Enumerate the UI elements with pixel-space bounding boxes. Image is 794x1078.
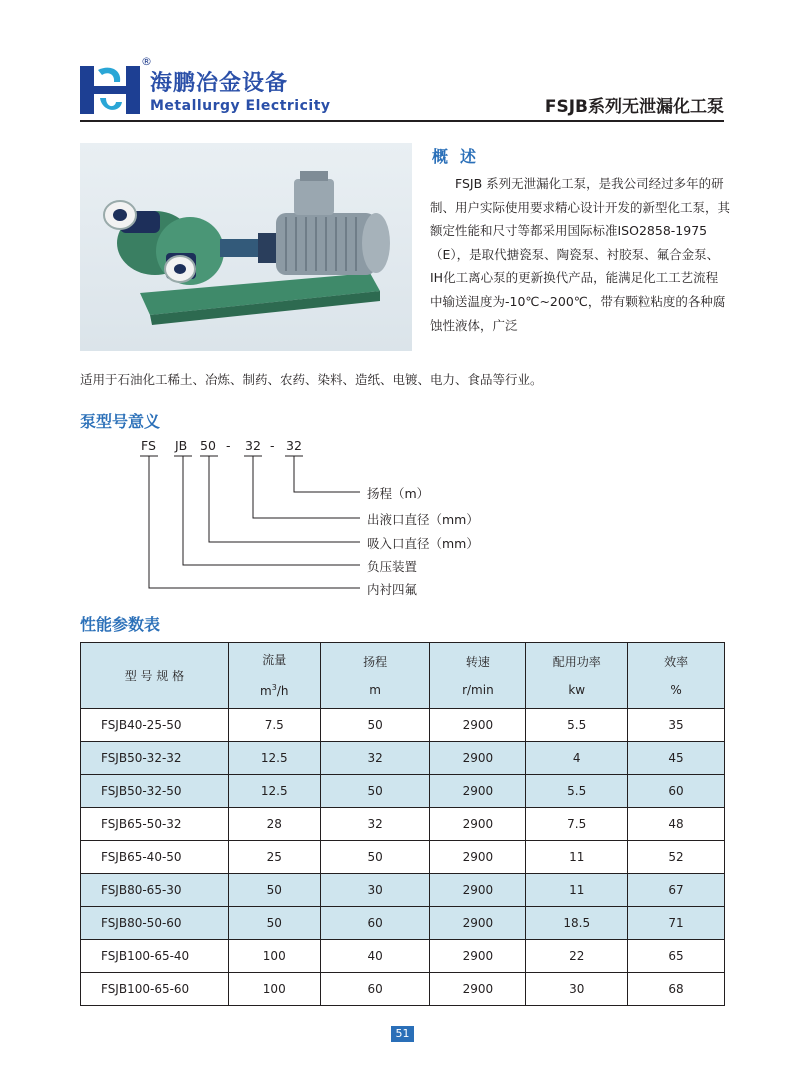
column-label: 效率 [664, 654, 689, 669]
model-cell: FSJB65-40-50 [81, 841, 229, 874]
value-cell: 60 [320, 973, 430, 1006]
column-label: 配用功率 [552, 654, 601, 669]
table-row [81, 775, 725, 808]
table-row [81, 808, 725, 841]
value-cell: 25 [228, 841, 320, 874]
value-cell: 40 [320, 940, 430, 973]
pump-illustration-icon [80, 143, 412, 351]
model-code-heading: 泵型号意义 [80, 412, 161, 431]
value-cell: 2900 [430, 709, 526, 742]
value-cell: 45 [628, 742, 725, 775]
table-row [81, 874, 725, 907]
model-cell: FSJB80-50-60 [81, 907, 229, 940]
value-cell: 60 [320, 907, 430, 940]
value-cell: 30 [320, 874, 430, 907]
unit-base: m [260, 684, 272, 698]
value-cell: 48 [628, 808, 725, 841]
column-label: 流量 [262, 653, 287, 667]
code-part: 32 [286, 438, 302, 453]
value-cell: 2900 [430, 874, 526, 907]
table-row [81, 742, 725, 775]
model-cell: FSJB40-25-50 [81, 709, 229, 742]
value-cell: 67 [628, 874, 725, 907]
header-divider [80, 120, 724, 122]
legend-inlet: 吸入口直径（mm） [367, 536, 479, 551]
overview-paragraph [430, 172, 730, 337]
table-header-row [81, 643, 725, 709]
overview-paragraph-tail: 适用于石油化工稀土、冶炼、制药、农药、染料、造纸、电镀、电力、食品等行业。 [80, 372, 543, 387]
value-cell: 32 [320, 742, 430, 775]
code-part: 50 [200, 438, 216, 453]
brand-name-en: Metallurgy Electricity [150, 98, 331, 114]
model-cell: FSJB100-65-40 [81, 940, 229, 973]
column-unit: r/min [462, 682, 494, 697]
table-row [81, 973, 725, 1006]
value-cell: 2900 [430, 742, 526, 775]
value-cell: 4 [526, 742, 628, 775]
legend-negative-pressure: 负压装置 [367, 559, 418, 574]
model-cell: FSJB50-32-32 [81, 742, 229, 775]
legend-outlet: 出液口直径（mm） [367, 512, 479, 527]
column-header-model [81, 643, 229, 709]
value-cell: 7.5 [228, 709, 320, 742]
value-cell: 2900 [430, 907, 526, 940]
value-cell: 100 [228, 973, 320, 1006]
performance-table [80, 642, 725, 1006]
value-cell: 11 [526, 874, 628, 907]
company-logo-icon [80, 62, 140, 118]
brand-name-cn: 海鹏冶金设备 [150, 71, 289, 96]
overview-text: FSJB 系列无泄漏化工泵，是我公司经过多年的研制、用户实际使用要求精心设计开发的新型化工泵，其额定性能和尺寸等都采用国际标准ISO2858-1975（E），是取代搪瓷泵、陶瓷泵、衬胶泵、氟合金泵、IH化工离心泵的更新换代产品，能满足化工工艺流程中输送温度为-10℃~200℃，带有颗粒粘度的各种腐蚀性液体，广泛 [430, 176, 731, 333]
value-cell: 30 [526, 973, 628, 1006]
legend-head: 扬程（m） [367, 486, 430, 501]
code-part: - [270, 438, 275, 453]
value-cell: 5.5 [526, 709, 628, 742]
column-unit: % [670, 682, 682, 697]
pump-photo [80, 143, 412, 351]
value-cell: 68 [628, 973, 725, 1006]
column-header-efficiency [628, 643, 725, 709]
code-part: - [226, 438, 231, 453]
value-cell: 52 [628, 841, 725, 874]
column-label: 转速 [465, 654, 490, 669]
value-cell: 2900 [430, 808, 526, 841]
value-cell: 11 [526, 841, 628, 874]
value-cell: 50 [228, 874, 320, 907]
value-cell: 35 [628, 709, 725, 742]
value-cell: 50 [320, 841, 430, 874]
column-unit [229, 680, 320, 699]
registered-mark: ® [141, 55, 152, 68]
model-cell: FSJB50-32-50 [81, 775, 229, 808]
unit-sup: 3 [271, 683, 277, 692]
overview-heading: 概述 [432, 147, 489, 166]
table-body [81, 709, 725, 1006]
column-label: 型 号 规 格 [124, 669, 185, 683]
value-cell: 65 [628, 940, 725, 973]
page-number: 51 [391, 1026, 414, 1042]
code-part: FS [141, 438, 156, 453]
code-part: 32 [245, 438, 261, 453]
value-cell: 12.5 [228, 742, 320, 775]
value-cell: 100 [228, 940, 320, 973]
value-cell: 2900 [430, 841, 526, 874]
value-cell: 50 [320, 709, 430, 742]
performance-heading: 性能参数表 [80, 615, 161, 634]
column-header-speed [430, 643, 526, 709]
column-header-flow [228, 643, 320, 709]
value-cell: 22 [526, 940, 628, 973]
unit-tail: /h [276, 684, 289, 698]
value-cell: 7.5 [526, 808, 628, 841]
model-cell: FSJB80-65-30 [81, 874, 229, 907]
model-cell: FSJB65-50-32 [81, 808, 229, 841]
value-cell: 2900 [430, 940, 526, 973]
legend-lining: 内衬四氟 [367, 582, 418, 597]
column-header-power [526, 643, 628, 709]
page-title: FSJB系列无泄漏化工泵 [544, 97, 724, 117]
value-cell: 32 [320, 808, 430, 841]
table-row [81, 709, 725, 742]
value-cell: 5.5 [526, 775, 628, 808]
column-unit: kw [568, 682, 586, 697]
table-row [81, 841, 725, 874]
value-cell: 2900 [430, 775, 526, 808]
value-cell: 28 [228, 808, 320, 841]
column-header-head [320, 643, 430, 709]
value-cell: 2900 [430, 973, 526, 1006]
value-cell: 71 [628, 907, 725, 940]
value-cell: 60 [628, 775, 725, 808]
value-cell: 12.5 [228, 775, 320, 808]
code-part: JB [175, 438, 188, 453]
table-row [81, 940, 725, 973]
value-cell: 50 [320, 775, 430, 808]
column-unit: m [369, 682, 381, 697]
value-cell: 18.5 [526, 907, 628, 940]
table-row [81, 907, 725, 940]
column-label: 扬程 [363, 654, 388, 669]
value-cell: 50 [228, 907, 320, 940]
model-cell: FSJB100-65-60 [81, 973, 229, 1006]
